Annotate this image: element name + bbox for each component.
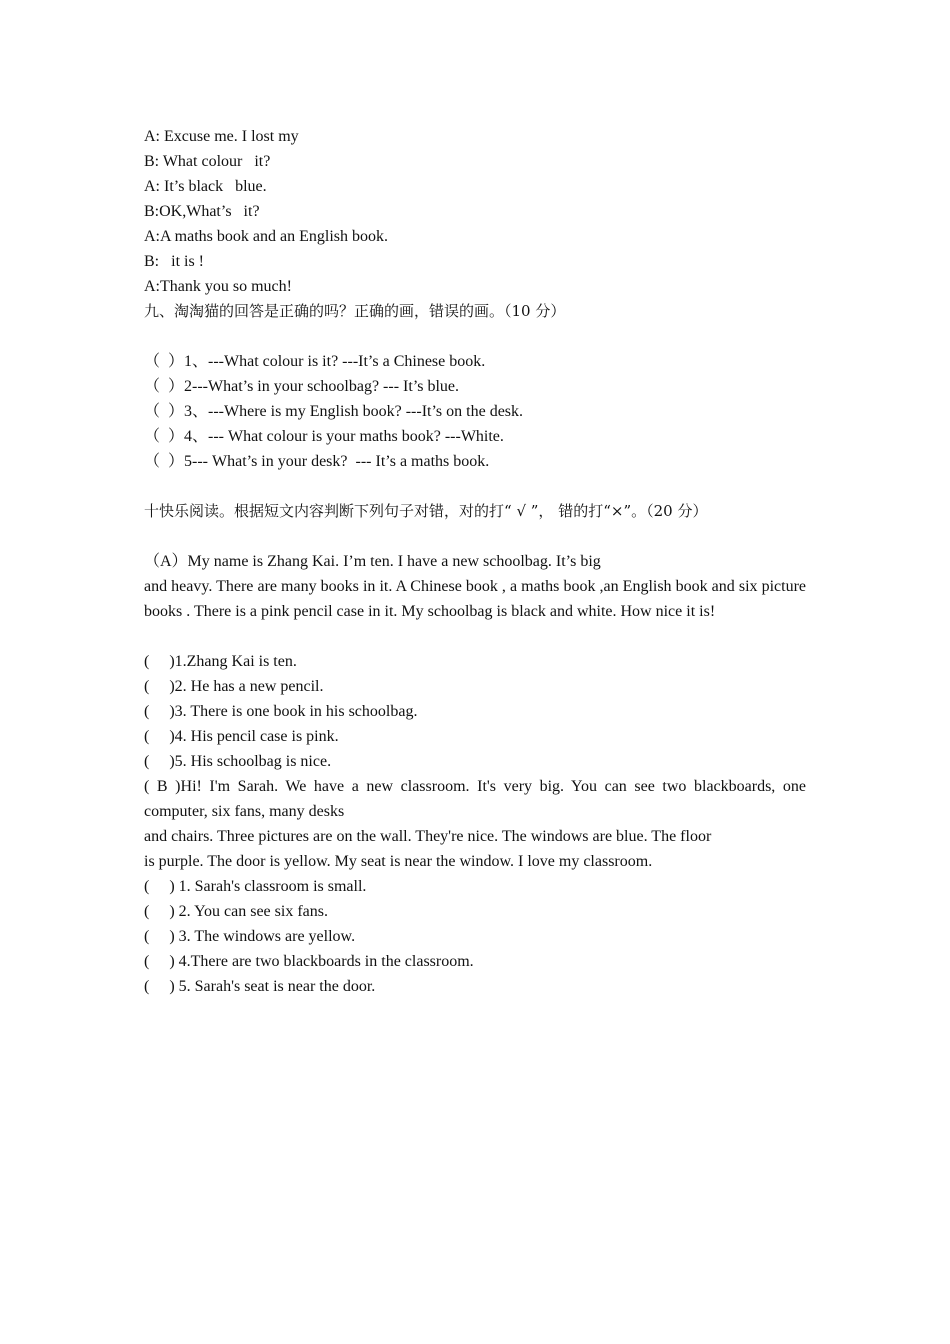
passage-b-line: and chairs. Three pictures are on the wall. They're nice. The windows are blue. The floor [144, 828, 712, 845]
spacer [144, 624, 806, 649]
question-b-item: ( ) 5. Sarah's seat is near the door. [144, 978, 376, 995]
question-a-item: ( )3. There is one book in his schoolbag. [144, 703, 418, 720]
question-b-item: ( ) 3. The windows are yellow. [144, 928, 356, 945]
dialogue-line: A:Thank you so much! [144, 278, 292, 295]
dialogue-line: A: Excuse me. I lost my [144, 128, 299, 145]
passage-b-intro: ( B )Hi! I'm Sarah. We have a new classroom. It's very big. You can see two blackboards, one computer, six fans, many desks [144, 778, 806, 820]
passage-a-first-line: （A）My name is Zhang Kai. I’m ten. I have a new schoolbag. It’s big [144, 553, 601, 570]
section-9-item: （ ）5--- What’s in your desk? --- It’s a maths book. [144, 453, 490, 470]
passage-b-line: is purple. The door is yellow. My seat is near the window. I love my classroom. [144, 853, 653, 870]
worksheet-page [144, 124, 806, 999]
spacer [144, 324, 806, 349]
question-b-item: ( ) 2. You can see six fans. [144, 903, 328, 920]
section-9-item: （ ）3、---Where is my English book? ---It’s on the desk. [144, 403, 524, 420]
section-9-item: （ ）2---What’s in your schoolbag? --- It’s blue. [144, 378, 460, 395]
question-a-item: ( )2. He has a new pencil. [144, 678, 324, 695]
section-10-title: 十快乐阅读。根据短文内容判断下列句子对错，对的打“ √ ”， 错的打“×”。（20 分） [144, 502, 708, 520]
section-9 [144, 299, 806, 474]
section-9-item: （ ）4、--- What colour is your maths book? ---White. [144, 428, 504, 445]
dialogue-line: A:A maths book and an English book. [144, 228, 388, 245]
dialogue-line: B:OK,What’s it? [144, 203, 260, 220]
dialogue-line: A: It’s black blue. [144, 178, 267, 195]
question-b-item: ( ) 1. Sarah's classroom is small. [144, 878, 367, 895]
spacer [144, 474, 806, 499]
question-a-item: ( )5. His schoolbag is nice. [144, 753, 332, 770]
passage-a-body: and heavy. There are many books in it. A Chinese book , a maths book ,an English book and six picture books . There is a pink pencil case in it. My schoolbag is black and white. How nice it is! [144, 578, 806, 620]
question-a-item: ( )4. His pencil case is pink. [144, 728, 339, 745]
question-b-item: ( ) 4.There are two blackboards in the classroom. [144, 953, 474, 970]
section-9-item: （ ）1、---What colour is it? ---It’s a Chinese book. [144, 353, 486, 370]
dialogue-line: B: it is ! [144, 253, 205, 270]
spacer [144, 524, 806, 549]
question-a-item: ( )1.Zhang Kai is ten. [144, 653, 297, 670]
section-10 [144, 499, 806, 999]
dialogue [144, 124, 806, 299]
dialogue-line: B: What colour it? [144, 153, 271, 170]
section-9-title: 九、淘淘猫的回答是正确的吗？正确的画，错误的画。（10 分） [144, 302, 566, 320]
